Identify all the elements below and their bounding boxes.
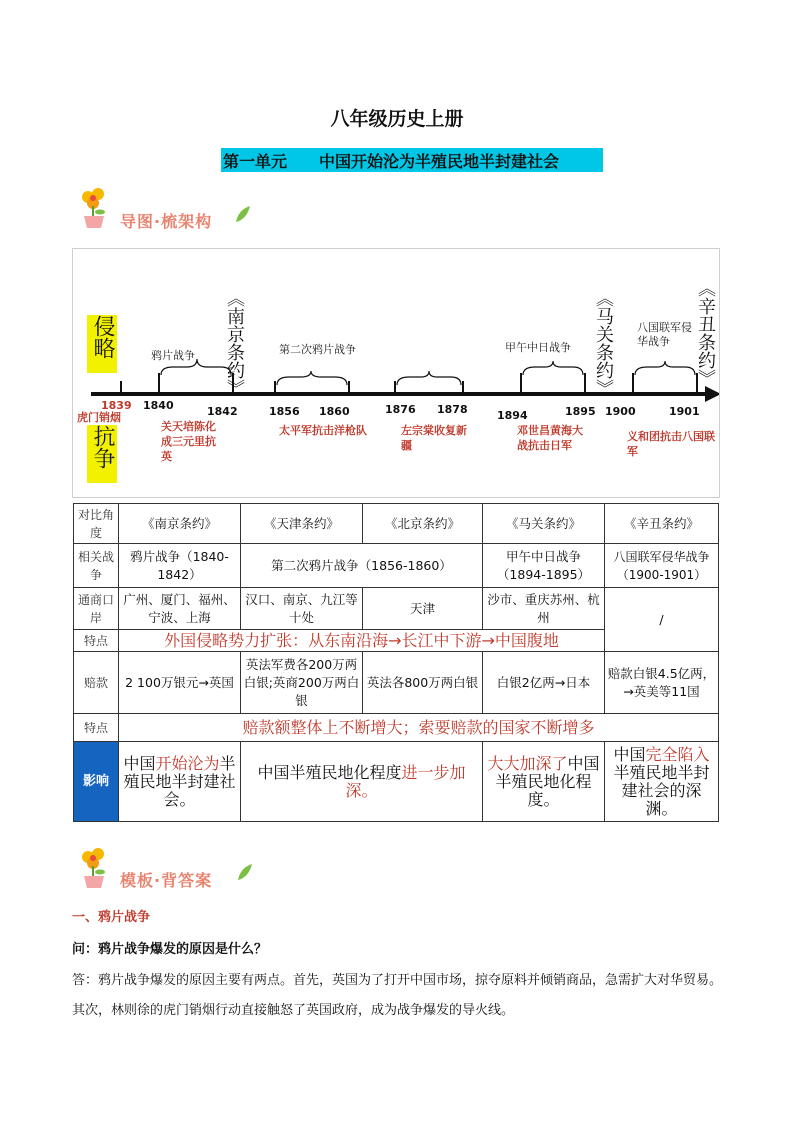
year-1860: 1860 (319, 405, 350, 418)
year-1876: 1876 (385, 403, 416, 416)
row-label-impact: 影响 (74, 742, 119, 822)
year-1839: 1839 (101, 399, 132, 412)
war-eight-nation: 八国联军侵华战争 (637, 321, 692, 348)
feature-indemnity: 赔款额整体上不断增大；索要赔款的国家不断增多 (119, 714, 719, 742)
year-1895: 1895 (565, 405, 596, 418)
row-label: 对比角度 (74, 504, 119, 544)
treaty-boxer: 《辛丑条约》 (695, 279, 716, 387)
treaty-cell: 《天津条约》 (241, 504, 363, 544)
unit-label: 第一单元 (223, 151, 288, 171)
resist-boxer: 义和团抗击八国联军 (627, 430, 715, 458)
question-text: 问：鸦片战争爆发的原因是什么？ (72, 942, 268, 957)
event-humen: 虎门销烟 (77, 411, 121, 424)
section-title-map: 导图·梳架构 (120, 212, 213, 231)
row-label: 赔款 (74, 652, 119, 714)
feature-expansion: 外国侵略势力扩张：从东南沿海→长江中下游→中国腹地 (119, 630, 605, 652)
year-1878: 1878 (437, 403, 468, 416)
section-title-template: 模板·背答案 (120, 871, 213, 890)
indemnity-cell: 赔款白银4.5亿两，→英美等11国 (605, 652, 719, 714)
row-label: 通商口岸 (74, 588, 119, 630)
resist-label: 抗争 (87, 425, 117, 483)
treaty-nanjing: 《南京条约》 (224, 289, 245, 397)
port-cell: 广州、厦门、福州、宁波、上海 (119, 588, 241, 630)
port-cell: / (605, 588, 719, 652)
indemnity-cell: 白银2亿两→日本 (483, 652, 605, 714)
war-second-opium: 第二次鸦片战争 (279, 343, 356, 356)
war-cell: 第二次鸦片战争（1856-1860） (241, 544, 483, 588)
unit-title (221, 148, 603, 172)
resist-deng: 邓世昌黄海大战抗击日军 (517, 424, 583, 452)
treaty-cell: 《马关条约》 (483, 504, 605, 544)
war-cell: 八国联军侵华战争（1900-1901） (605, 544, 719, 588)
impact-cell: 中国完全陷入半殖民地半封建社会的深渊。 (605, 742, 719, 822)
unit-name: 中国开始沦为半殖民地半封建社会 (319, 151, 560, 171)
row-label: 相关战争 (74, 544, 119, 588)
treaty-shimonoseki: 《马关条约》 (593, 289, 614, 397)
year-1901: 1901 (669, 405, 700, 418)
answer-text: 答：鸦片战争爆发的原因主要有两点。首先，英国为了打开中国市场，掠夺原料并倾销商品，急需扩大对华贸易。其次，林则徐的虎门销烟行动直接触怒了英国政府，成为战争爆发的导火线。 (72, 973, 723, 1018)
flower-pot-icon (74, 186, 114, 230)
resist-opium: 关天培陈化成三元里抗英 (161, 420, 216, 463)
impact-cell: 中国半殖民地化程度进一步加深。 (241, 742, 483, 822)
port-cell: 天津 (363, 588, 483, 630)
impact-cell: 中国开始沦为半殖民地半封建社会。 (119, 742, 241, 822)
year-1894: 1894 (497, 409, 528, 422)
indemnity-cell: 英法各800万两白银 (363, 652, 483, 714)
treaty-cell: 《辛丑条约》 (605, 504, 719, 544)
treaty-cell: 《南京条约》 (119, 504, 241, 544)
indemnity-cell: 英法军费各200万两白银;英商200万两白银 (241, 652, 363, 714)
year-1856: 1856 (269, 405, 300, 418)
port-cell: 沙市、重庆苏州、杭州 (483, 588, 605, 630)
indemnity-cell: 2 100万银元→英国 (119, 652, 241, 714)
document-title: 八年级历史上册 (330, 108, 464, 130)
treaty-cell: 《北京条约》 (363, 504, 483, 544)
flower-pot-icon (74, 846, 114, 890)
war-opium: 鸦片战争 (151, 349, 195, 362)
year-1842: 1842 (207, 405, 238, 418)
year-1900: 1900 (605, 405, 636, 418)
leaf-icon (236, 862, 254, 882)
port-cell: 汉口、南京、九江等十处 (241, 588, 363, 630)
resist-taiping: 太平军抗击洋枪队 (279, 424, 367, 437)
leaf-icon (234, 204, 252, 224)
resist-zuo: 左宗棠收复新疆 (401, 424, 467, 452)
treaty-comparison-table (73, 503, 719, 822)
impact-cell: 大大加深了中国半殖民地化程度。 (483, 742, 605, 822)
timeline-diagram (72, 248, 720, 498)
war-cell: 甲午中日战争（1894-1895） (483, 544, 605, 588)
year-1840: 1840 (143, 399, 174, 412)
row-label: 特点 (74, 630, 119, 652)
row-label: 特点 (74, 714, 119, 742)
war-sino-japanese: 甲午中日战争 (505, 341, 571, 354)
invade-label: 侵略 (87, 315, 117, 373)
war-cell: 鸦片战争（1840-1842） (119, 544, 241, 588)
section-heading-opium-war: 一、鸦片战争 (72, 910, 151, 925)
